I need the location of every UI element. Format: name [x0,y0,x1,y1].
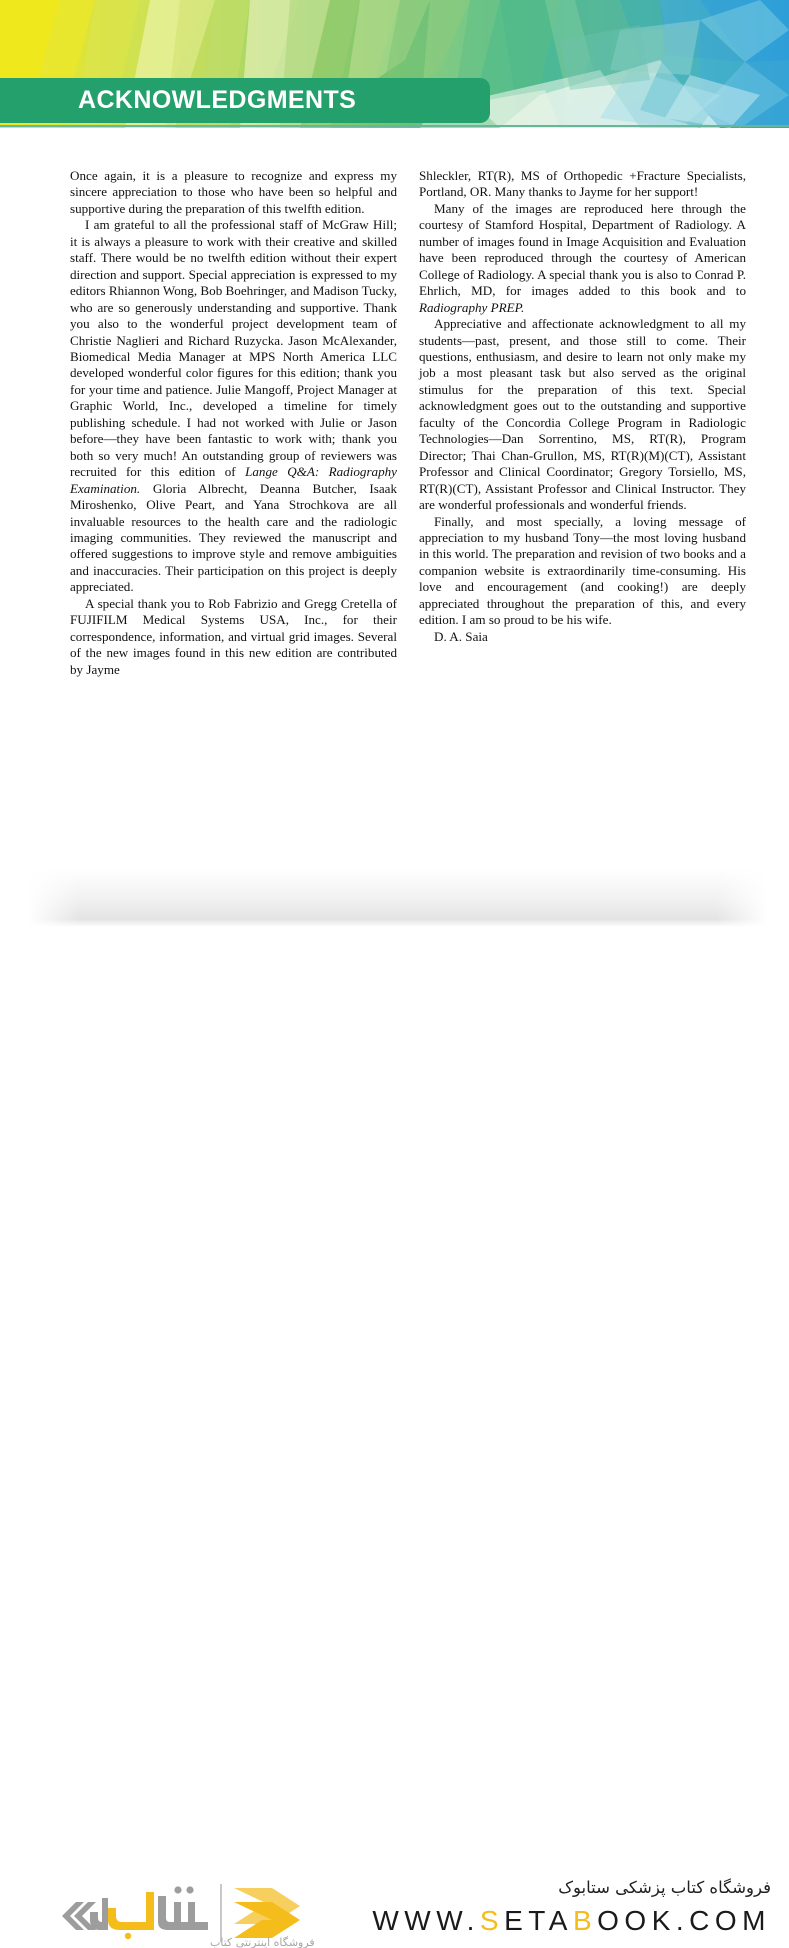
url-part: OOK.COM [597,1905,771,1936]
right-text-column [419,168,746,678]
url-part: B [572,1905,598,1936]
logo-wordmark [62,1886,208,1939]
paragraph [419,201,746,316]
paragraph-text-tail: Gloria Albrecht, Deanna Butcher, Isaak Miroshenko, Olive Peart, and Yana Strochkova are all invaluable resources to the health care and the radiologic imaging communities. They reviewed the manuscript and offered suggestions to improve style and remove ambiguities and inaccuracies. Their participation on this project is deeply appreciated. [70,480,397,595]
paragraph: Once again, it is a pleasure to recognize and express my sincere appreciation to those who have been so helpful and supportive during the preparation of this twelfth edition. [70,168,397,216]
paragraph: Shleckler, RT(R), MS of Orthopedic +Fracture Specialists, Portland, OR. Many thanks to Jayme for her support! [419,168,746,200]
logo-subtitle: فروشگاه اینترنتی کتاب [210,1936,315,1948]
book-title-radiography-prep: Radiography PREP. [419,299,525,315]
footer-gray-band [28,868,768,926]
chevron-icon [234,1888,300,1938]
footer-site-info[interactable] [372,1876,771,1939]
paragraph-text: I am grateful to all the professional staff of McGraw Hill; it is always a pleasure to work with their creative and skilled staff. There would be no twelfth edition without their expert direction and support. Special appreciation is expressed to my editors Rhiannon Wong, Bob Boehringer, and Madison Tucky, who are so generously understanding and supportive. Thank you also to the wonderful project development team of Christie Naglieri and Richard Ruzycka. Jason McAlexander, Biomedical Media Manager at MPS North America LLC developed wonderful color figures for this edition; thank you for your time and patience. Julie Mangoff, Project Manager at Graphic World, Inc., developed a timeline for timely publishing schedule. I had not worked with Julie or Jason before—they have been fantastic to work with; thank you both so very much! An outstanding group of reviewers was recruited for this edition of [70,217,397,480]
paragraph: Finally, and most specially, a loving message of appreciation to my husband Tony—the most loving husband in this world. The preparation and revision of two books and a companion website is extraordinarily time-consuming. His love and encouragement (and cooking!) are deeply appreciated throughout the preparation of this, and every edition. I am so proud to be his wife. [419,513,746,628]
logo-divider [220,1884,222,1942]
footer-url[interactable] [372,1903,771,1939]
url-part: WWW. [372,1905,480,1936]
author-signature: D. A. Saia [434,628,488,644]
footer-tagline-fa: فروشگاه کتاب پزشکی ستابوک [558,1878,771,1897]
header-divider-rule [0,125,789,127]
page-header [0,0,789,128]
page-footer [0,930,789,1948]
paragraph [70,217,397,595]
book-title-lange: Lange Q&A: Radiography Examination. [70,464,397,496]
left-text-column [70,168,397,678]
paragraph: Appreciative and affectionate acknowledgment to all my students—past, present, and those still to come. Their questions, enthusiasm, and desire to learn not only make my job a most pleasant task but also served as the original stimulus for the preparation of this text. Special acknowledgment goes out to the outstanding and supportive faculty of the Concordia College Program in Radiologic Technologies—Dan Sorrentino, MS, RT(R), Program Director; Thai Chan-Grullon, MS, RT(R)(M)(CT), Assistant Professor and Clinical Coordinator; Gregory Torsiello, MS, RT(R)(CT), Assistant Professor and Clinical Instructor. They are wonderful professionals and wonderful friends. [419,316,746,513]
paragraph-text: Many of the images are reproduced here through the courtesy of Stamford Hospital, Department of Radiology. A number of images found in Image Acquisition and Evaluation have been reproduced through the courtesy of American College of Radiology. A special thank you is also to Conrad P. Ehrlich, MD, for images added to this book and to [419,200,746,299]
acknowledgments-body [70,168,746,678]
page-title: ACKNOWLEDGMENTS [78,86,357,114]
url-part: ETA [504,1905,573,1936]
paragraph: A special thank you to Rob Fabrizio and Gregg Cretella of FUJIFILM Medical Systems USA, Inc., for their correspondence, information, and virtual grid images. Several of the new images found in this new edition are contributed by Jayme [70,595,397,677]
setabook-logo[interactable] [62,1872,324,1948]
url-part: S [479,1905,505,1936]
